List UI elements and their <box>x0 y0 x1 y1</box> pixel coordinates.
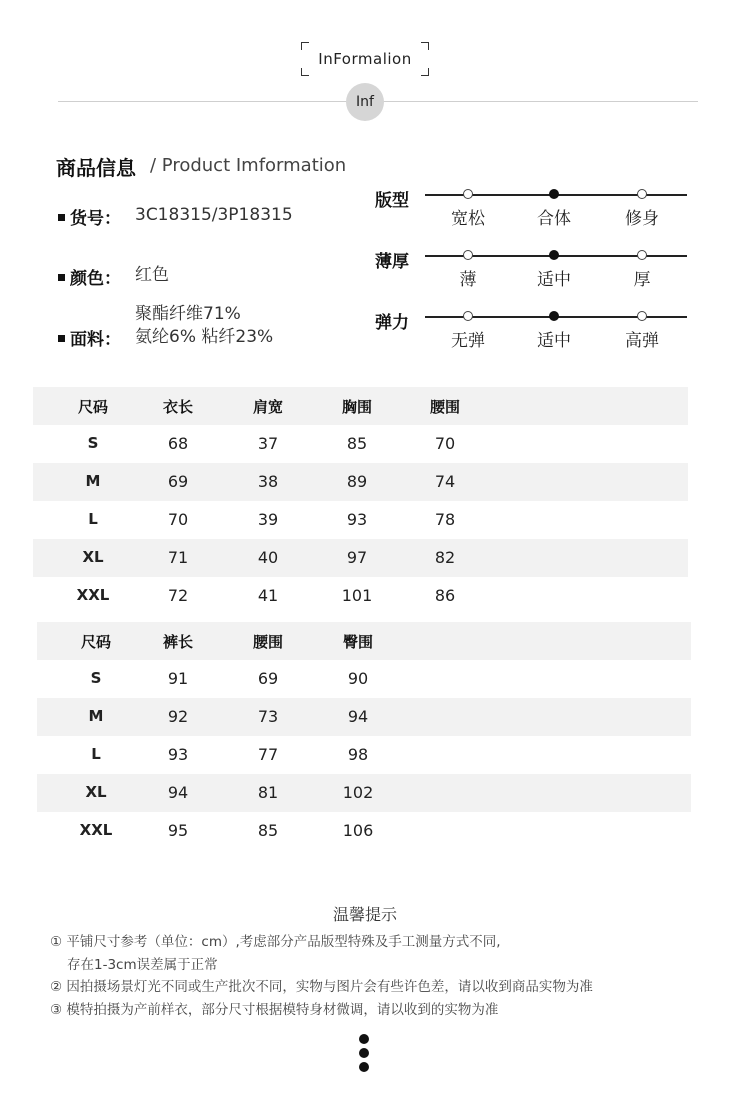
scale-dot-selected <box>549 189 559 199</box>
table-cell: 102 <box>342 783 374 802</box>
table-cell: 86 <box>434 586 456 605</box>
scale-label: 弹力 <box>375 313 409 333</box>
fabric-value-2: 氨纶6% 粘纤23% <box>135 327 274 347</box>
tip-line-4: ③ 模特拍摄为产前样衣，部分尺寸根据模特身材微调，请以收到的实物为准 <box>50 1002 499 1018</box>
table-cell: XXL <box>76 586 110 604</box>
table-cell: XL <box>82 548 104 566</box>
table-header-cell: 衣长 <box>162 398 193 416</box>
more-dot <box>359 1062 369 1072</box>
table-cell: 37 <box>257 434 279 453</box>
table-cell: 89 <box>346 472 368 491</box>
table-header-cell: 胸围 <box>341 398 372 416</box>
color-value: 红色 <box>135 265 169 285</box>
scale-dot <box>637 311 647 321</box>
table-header-cell: 肩宽 <box>252 398 283 416</box>
table-cell: 106 <box>342 821 374 840</box>
scale-option: 薄 <box>459 270 477 290</box>
table-cell: 70 <box>434 434 456 453</box>
scale-dot <box>463 250 473 260</box>
table-cell: 41 <box>257 586 279 605</box>
table-cell: 71 <box>167 548 189 567</box>
scale-option: 厚 <box>633 270 651 290</box>
table-cell: 78 <box>434 510 456 529</box>
table-cell: 74 <box>434 472 456 491</box>
scale-option: 适中 <box>537 270 571 290</box>
scale-option: 宽松 <box>451 209 485 229</box>
table-header-cell: 裤长 <box>162 633 193 651</box>
scale-dot <box>637 250 647 260</box>
table-cell: 93 <box>346 510 368 529</box>
scale-line <box>425 255 687 257</box>
table-cell: 69 <box>167 472 189 491</box>
color-label: 颜色： <box>70 269 121 289</box>
bullet-square-icon <box>58 274 65 281</box>
table-cell: 40 <box>257 548 279 567</box>
table-header-cell: 腰围 <box>252 633 283 651</box>
bullet-square-icon <box>58 335 65 342</box>
table-cell: 94 <box>167 783 189 802</box>
more-dot <box>359 1034 369 1044</box>
scale-label: 薄厚 <box>375 252 409 272</box>
section-title-en: / Product Imformation <box>150 155 347 176</box>
table-cell: XXL <box>79 821 113 839</box>
scale-option: 高弹 <box>625 331 659 351</box>
table-cell: 68 <box>167 434 189 453</box>
table-cell: 82 <box>434 548 456 567</box>
table-cell: 101 <box>341 586 373 605</box>
table-cell: 39 <box>257 510 279 529</box>
scale-line <box>425 194 687 196</box>
scale-option: 适中 <box>537 331 571 351</box>
information-badge <box>301 42 429 76</box>
scale-option: 合体 <box>537 209 571 229</box>
table-cell: M <box>85 472 101 490</box>
table-header-cell: 尺码 <box>77 398 108 416</box>
bullet-square-icon <box>58 214 65 221</box>
more-dot <box>359 1048 369 1058</box>
tip-line-2: 存在1-3cm误差属于正常 <box>67 957 218 973</box>
table-cell: 70 <box>167 510 189 529</box>
table-cell: 69 <box>257 669 279 688</box>
scale-line <box>425 316 687 318</box>
table-cell: L <box>88 510 98 528</box>
badge-text: InFormalion <box>318 50 412 68</box>
scale-option: 修身 <box>625 209 659 229</box>
scale-dot-selected <box>549 311 559 321</box>
table-cell: M <box>88 707 104 725</box>
table-cell: L <box>91 745 101 763</box>
table-cell: S <box>87 434 99 452</box>
table-header-cell: 尺码 <box>80 633 111 651</box>
table-cell: 85 <box>346 434 368 453</box>
scale-option: 无弹 <box>451 331 485 351</box>
fabric-row <box>58 325 121 350</box>
color-row <box>58 264 121 289</box>
table-cell: 94 <box>347 707 369 726</box>
scale-label: 版型 <box>375 191 409 211</box>
table-cell: 98 <box>347 745 369 764</box>
table-cell: 72 <box>167 586 189 605</box>
table-cell: 97 <box>346 548 368 567</box>
item-number-row <box>58 204 121 229</box>
table-cell: S <box>90 669 102 687</box>
scale-dot <box>637 189 647 199</box>
table-cell: 91 <box>167 669 189 688</box>
table-cell: 73 <box>257 707 279 726</box>
item-number-label: 货号： <box>70 209 121 229</box>
tip-line-1: ① 平铺尺寸参考（单位：cm）,考虑部分产品版型特殊及手工测量方式不同, <box>50 934 501 950</box>
scale-dot <box>463 189 473 199</box>
table-cell: 81 <box>257 783 279 802</box>
fabric-value-1: 聚酯纤维71% <box>135 304 241 324</box>
tip-line-3: ② 因拍摄场景灯光不同或生产批次不同，实物与图片会有些许色差，请以收到商品实物为准 <box>50 979 593 995</box>
table-cell: 90 <box>347 669 369 688</box>
fabric-label: 面料： <box>70 330 121 350</box>
table-cell: XL <box>85 783 107 801</box>
section-title-cn: 商品信息 <box>56 156 136 180</box>
table-cell: 77 <box>257 745 279 764</box>
table-header-cell: 臀围 <box>342 633 373 651</box>
table-cell: 38 <box>257 472 279 491</box>
scale-dot <box>463 311 473 321</box>
table-header-cell: 腰围 <box>429 398 460 416</box>
scale-dot-selected <box>549 250 559 260</box>
table-cell: 92 <box>167 707 189 726</box>
tips-title: 温馨提示 <box>332 905 397 924</box>
table-cell: 93 <box>167 745 189 764</box>
inf-circle: Inf <box>346 83 384 121</box>
item-number-value: 3C18315/3P18315 <box>135 205 293 225</box>
table-cell: 95 <box>167 821 189 840</box>
table-cell: 85 <box>257 821 279 840</box>
